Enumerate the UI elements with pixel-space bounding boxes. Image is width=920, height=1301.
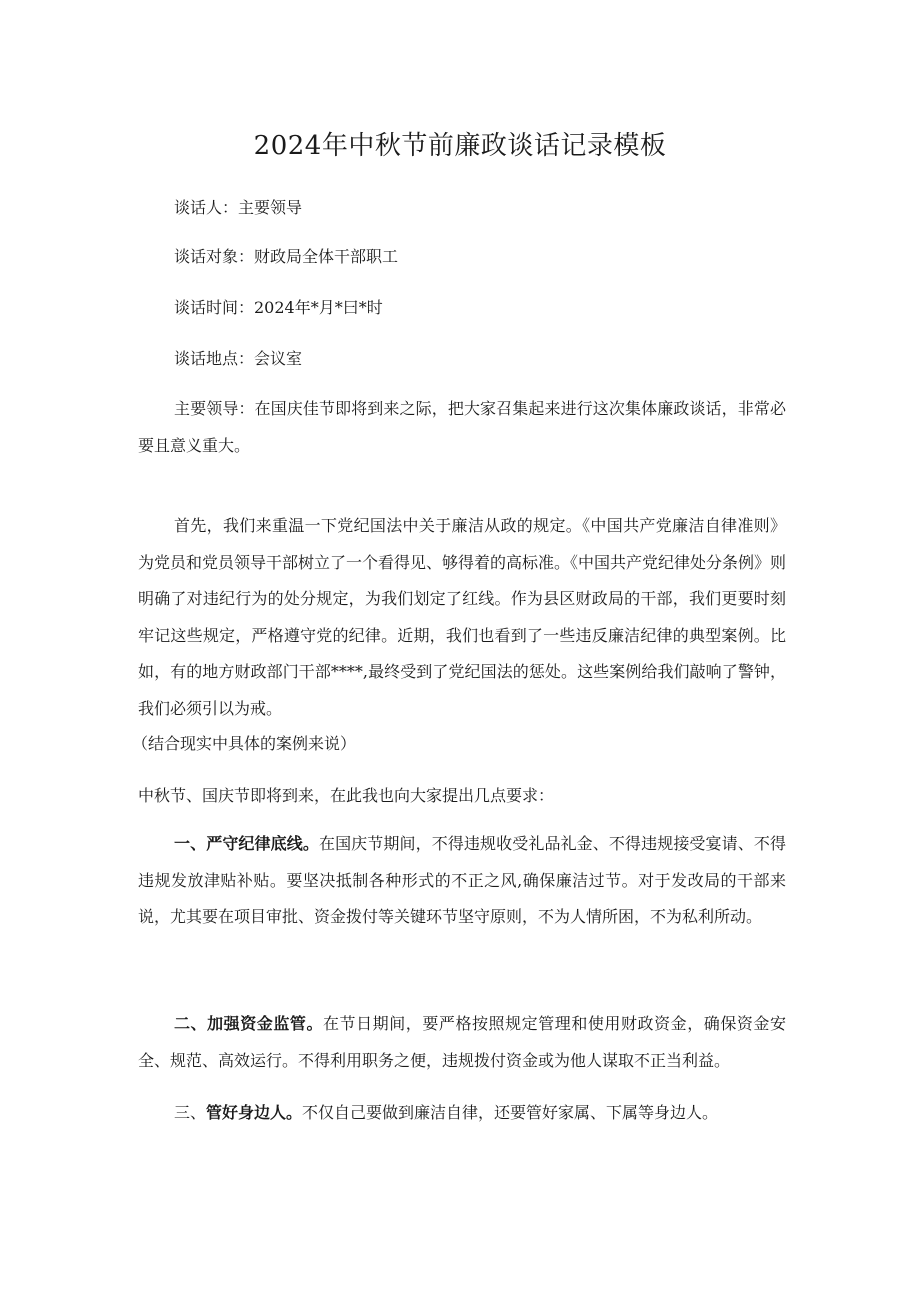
requirement-heading: 一、严守纪律底线。 — [174, 834, 319, 853]
paragraph-requirements-lead: 中秋节、国庆节即将到来，在此我也向大家提出几点要求： — [138, 786, 555, 805]
meta-place: 谈话地点：会议室 — [174, 349, 303, 368]
requirement-body: 在国庆节期间，不得违规收受礼品礼金、不得违规接受宴请、不得违规发放津贴补贴。要坚决抵制各种形式的不正之风,确保廉洁过节。对于发改局的干部来说，尤其要在项目审批、资金拨付等关键环节坚守原则，不为人情所困，不为私利所动。 — [138, 834, 786, 926]
requirement-prefix: 三、 — [174, 1103, 207, 1122]
document-title: 2024年中秋节前廉政谈话记录模板 — [253, 131, 667, 161]
paragraph-note: （结合现实中具体的案例来说） — [132, 734, 357, 753]
paragraph-opening: 主要领导：在国庆佳节即将到来之际，把大家召集起来进行这次集体廉政谈话，非常必要且意义重大。 — [138, 399, 786, 455]
requirement-item — [138, 1095, 786, 1132]
requirement-heading: 管好身边人。 — [206, 1103, 303, 1122]
requirement-heading: 二、加强资金监管。 — [174, 1014, 323, 1033]
meta-speaker: 谈话人：主要领导 — [174, 198, 303, 217]
requirement-item — [138, 826, 786, 936]
meta-audience: 谈话对象：财政局全体干部职工 — [174, 247, 399, 266]
paragraph-first: 首先，我们来重温一下党纪国法中关于廉洁从政的规定。《中国共产党廉洁自律准则》为党员和党员领导干部树立了一个看得见、够得着的高标准。《中国共产党纪律处分条例》则明确了对违纪行为的处分规定，为我们划定了红线。作为县区财政局的干部，我们更要时刻牢记这些规定，严格遵守党的纪律。近期，我们也看到了一些违反廉洁纪律的典型案例。比如，有的地方财政部门干部****,最终受到了党纪国法的惩处。这些案例给我们敲响了警钟，我们必须引以为戒。 — [138, 516, 787, 718]
meta-time: 谈话时间：2024年*月*曰*时 — [174, 298, 383, 317]
requirement-body: 不仅自己要做到廉洁自律，还要管好家属、下属等身边人。 — [302, 1103, 719, 1122]
requirement-body: 在节日期间，要严格按照规定管理和使用财政资金，确保资金安全、规范、高效运行。不得利用职务之便，违规拨付资金或为他人谋取不正当利益。 — [138, 1014, 786, 1070]
requirement-item — [138, 1006, 786, 1079]
